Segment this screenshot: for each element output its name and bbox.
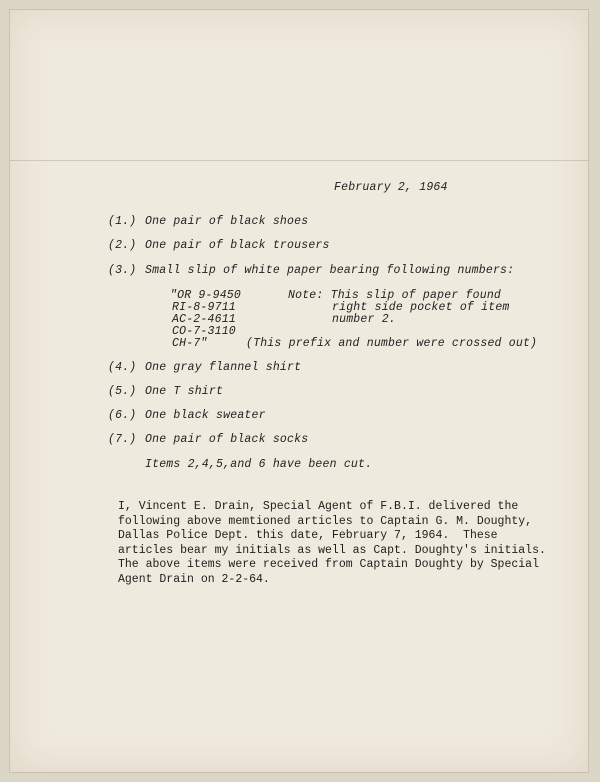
note-line-3: number 2. xyxy=(332,313,396,326)
item-4-text: One gray flannel shirt xyxy=(145,361,302,374)
item-1-text: One pair of black shoes xyxy=(145,215,309,228)
item-7-text: One pair of black socks xyxy=(145,433,309,446)
item-6-number: (6.) xyxy=(108,409,137,422)
item-3-number: (3.) xyxy=(108,264,137,277)
statement-line-1: I, Vincent E. Drain, Special Agent of F.B.I. delivered the xyxy=(118,500,519,513)
statement-paragraph xyxy=(118,500,588,588)
date-line: February 2, 1964 xyxy=(334,181,448,194)
fold-line xyxy=(10,160,588,161)
paper-sheet xyxy=(10,10,588,772)
phone-number-4: CO-7-3110 xyxy=(172,325,236,338)
statement-line-2: following above memtioned articles to Captain G. M. Doughty, xyxy=(118,514,533,528)
phone-number-3: AC-2-4611 xyxy=(172,313,236,326)
item-5-text: One T shirt xyxy=(145,385,224,398)
statement-line-4: articles bear my initials as well as Capt. Doughty's initials. xyxy=(118,543,546,557)
item-2-text: One pair of black trousers xyxy=(145,239,330,252)
phone-number-2: RI-8-9711 xyxy=(172,301,236,314)
phone-number-1: "OR 9-9450 xyxy=(170,289,242,302)
note-line-2: right side pocket of item xyxy=(332,301,510,314)
phone-number-5: CH-7" xyxy=(172,337,208,350)
statement-line-3: Dallas Police Dept. this date, February 7, 1964. These xyxy=(118,529,498,543)
item-1-number: (1.) xyxy=(108,215,137,228)
note-line-1: Note: This slip of paper found xyxy=(288,289,502,302)
item-7-number: (7.) xyxy=(108,433,137,446)
items-cut-note: Items 2,4,5,and 6 have been cut. xyxy=(145,458,373,471)
item-3-text: Small slip of white paper bearing following numbers: xyxy=(145,264,515,277)
item-5-number: (5.) xyxy=(108,385,137,398)
statement-line-5: The above items were received from Captain Doughty by Special xyxy=(118,558,539,572)
item-4-number: (4.) xyxy=(108,361,137,374)
item-2-number: (2.) xyxy=(108,239,137,252)
statement-line-6: Agent Drain on 2-2-64. xyxy=(118,572,270,586)
crossed-out-note: (This prefix and number were crossed out) xyxy=(246,337,538,350)
item-6-text: One black sweater xyxy=(145,409,266,422)
